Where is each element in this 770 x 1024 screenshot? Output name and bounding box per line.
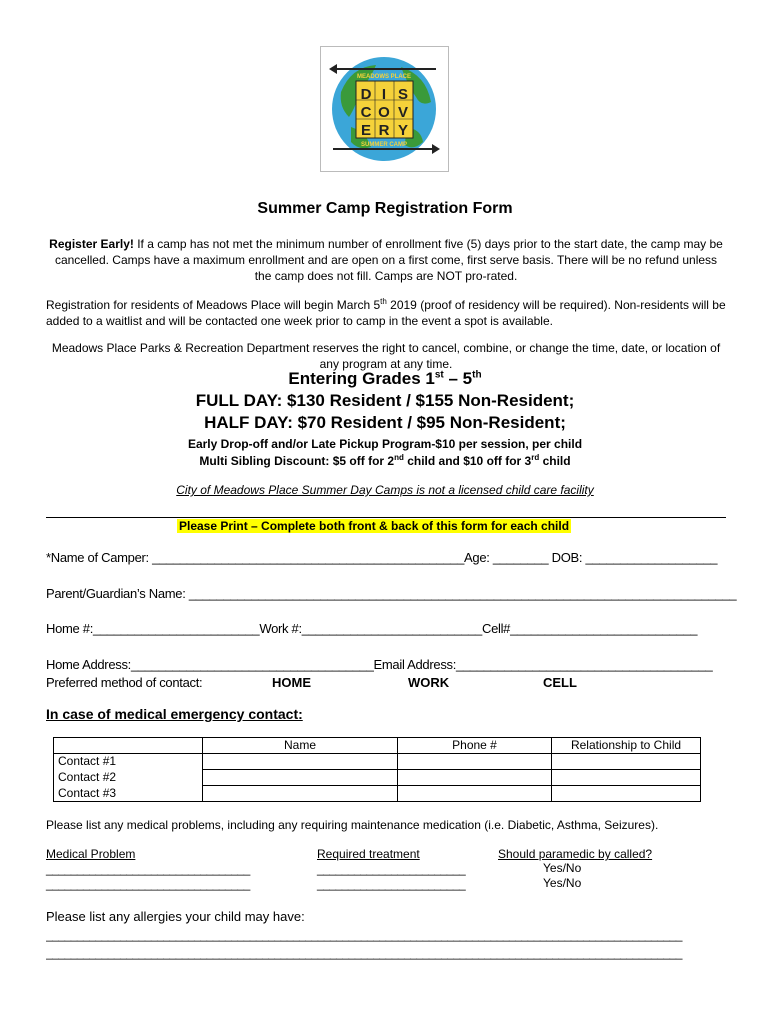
contact-label: Contact #2 [54, 770, 203, 786]
contact-option-cell[interactable]: CELL [543, 675, 577, 690]
grades-text-1: Entering Grades 1 [288, 369, 435, 388]
allergies-line[interactable]: _______________________________________________________________________________________________________ [46, 928, 682, 942]
sibling-text-3: child [539, 454, 571, 468]
logo-bottom-text: SUMMER CAMP [361, 142, 407, 148]
half-day-fee: HALF DAY: $70 Resident / $95 Non-Resident; [204, 413, 566, 432]
medical-problem-field[interactable]: _________________________________ [46, 862, 250, 876]
register-early-label: Register Early! [49, 237, 134, 251]
medical-instructions: Please list any medical problems, including any requiring maintenance medication (i.e. Diabetic, Asthma, Seizures). [46, 818, 659, 832]
medical-problem-header: Medical Problem [46, 847, 136, 861]
contact-relationship-cell[interactable] [552, 770, 701, 786]
logo-letter: Y [397, 122, 409, 139]
residents-sup: th [380, 297, 387, 306]
logo-letter: C [360, 104, 372, 121]
logo-letter: O [378, 104, 390, 121]
grades-heading [0, 369, 770, 389]
contact-name-cell[interactable] [203, 770, 398, 786]
sibling-text-1: Multi Sibling Discount: $5 off for 2 [199, 454, 395, 468]
contact-option-home[interactable]: HOME [272, 675, 311, 690]
contact-name-cell[interactable] [203, 754, 398, 770]
address-email-fields[interactable]: Home Address:___________________________________Email Address:_____________________________________ [46, 657, 713, 672]
required-treatment-header: Required treatment [317, 847, 420, 861]
table-header: Name [203, 738, 398, 754]
contact-name-cell[interactable] [203, 786, 398, 802]
contact-label: Contact #3 [54, 786, 203, 802]
contact-label: Contact #1 [54, 754, 203, 770]
full-day-fee: FULL DAY: $130 Resident / $155 Non-Resident; [195, 391, 575, 410]
discovery-camp-logo [321, 47, 448, 171]
logo-letter: E [360, 122, 372, 139]
page-title: Summer Camp Registration Form [257, 200, 513, 217]
grades-text-2: – 5 [443, 369, 473, 388]
sibling-sup-2: rd [531, 453, 540, 462]
table-row [54, 770, 701, 786]
logo-top-text: MEADOWS PLACE [357, 74, 411, 80]
rights-paragraph: Meadows Place Parks & Recreation Department reserves the right to cancel, combine, or change the time, date, or location of any program at any time. [51, 341, 721, 371]
emergency-contact-table [53, 737, 701, 802]
phone-fields[interactable]: Home #:________________________Work #:__________________________Cell#___________________________ [46, 621, 698, 636]
paramedic-yes-no[interactable]: Yes/No [543, 876, 582, 890]
medical-problem-field[interactable]: _________________________________ [46, 877, 250, 891]
table-header: Relationship to Child [552, 738, 701, 754]
sibling-text-2: child and $10 off for 3 [403, 454, 532, 468]
grades-sup-2: th [472, 369, 482, 381]
logo-letter: V [397, 104, 409, 121]
logo-letter: R [378, 122, 390, 139]
contact-relationship-cell[interactable] [552, 786, 701, 802]
logo-letter: S [397, 86, 409, 103]
contact-phone-cell[interactable] [398, 770, 552, 786]
allergies-line[interactable]: _______________________________________________________________________________________________________ [46, 946, 682, 960]
contact-option-work[interactable]: WORK [408, 675, 450, 690]
register-early-text: If a camp has not met the minimum number of enrollment five (5) days prior to the start date, the camp may be cancelled. Camps have a maximum enrollment and are open on a first come, first serve basis. There will be no refund unless the camp does not fill. Camps are NOT pro-rated. [54, 237, 723, 283]
preferred-contact-label: Preferred method of contact: [46, 675, 203, 690]
camp-logo [320, 46, 449, 172]
residents-text-1: Registration for residents of Meadows Place will begin March 5 [46, 298, 381, 312]
license-notice: City of Meadows Place Summer Day Camps is not a licensed child care facility [176, 483, 594, 497]
paramedic-yes-no[interactable]: Yes/No [543, 861, 582, 875]
table-header: Phone # [398, 738, 552, 754]
early-dropoff-fee: Early Drop-off and/or Late Pickup Program-$10 per session, per child [187, 437, 583, 451]
divider [46, 517, 726, 518]
camper-fields[interactable]: *Name of Camper: _____________________________________________Age: ________ DOB: ___________________ [46, 550, 718, 565]
paramedic-header: Should paramedic by called? [498, 847, 653, 861]
treatment-field[interactable]: ________________________ [317, 862, 466, 876]
sibling-discount [0, 453, 770, 468]
table-row [54, 754, 701, 770]
allergies-label: Please list any allergies your child may have: [46, 909, 305, 924]
contact-phone-cell[interactable] [398, 786, 552, 802]
contact-phone-cell[interactable] [398, 754, 552, 770]
table-header-row [54, 738, 701, 754]
parent-name-field[interactable]: Parent/Guardian’s Name: _______________________________________________________________________________ [46, 586, 737, 601]
treatment-field[interactable]: ________________________ [317, 877, 466, 891]
sibling-sup-1: nd [394, 453, 404, 462]
register-early-paragraph [46, 236, 726, 284]
grades-sup-1: st [434, 369, 444, 381]
logo-letter: I [381, 86, 387, 103]
logo-letter: D [360, 86, 372, 103]
residents-paragraph [46, 294, 736, 329]
print-instruction: Please Print – Complete both front & back of this form for each child [179, 519, 570, 533]
emergency-heading: In case of medical emergency contact: [46, 706, 303, 722]
contact-relationship-cell[interactable] [552, 754, 701, 770]
table-header [54, 738, 203, 754]
table-row [54, 786, 701, 802]
residents-text-2: 2019 (proof of residency will be required). Non-residents will be added to a waitlist and will be contacted one week prior to camp in the event a spot is available. [46, 298, 726, 328]
